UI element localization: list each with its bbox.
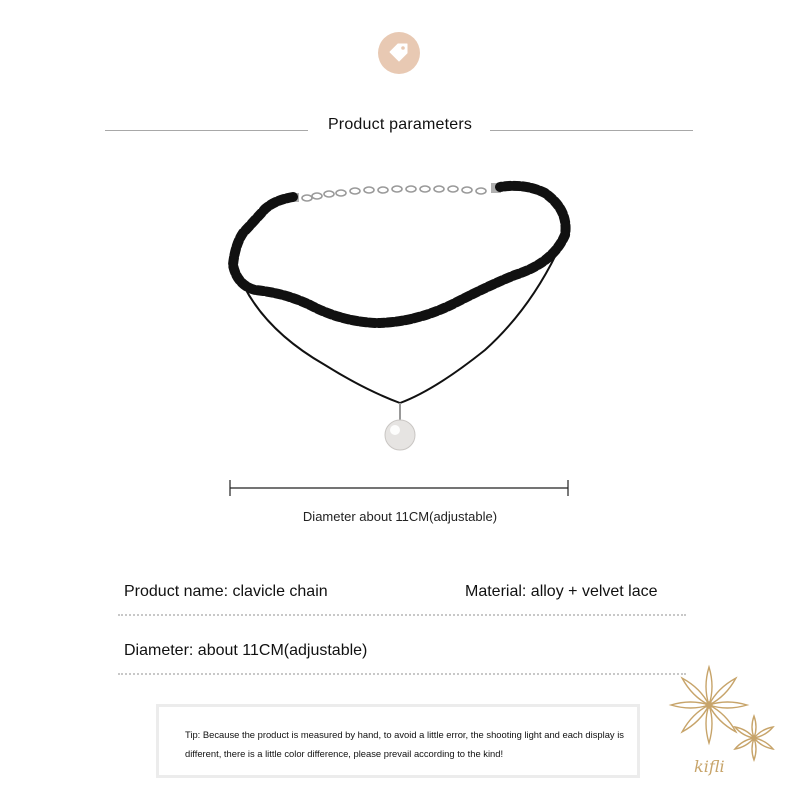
param-divider-2 [118,673,686,675]
header-divider-left [105,130,308,131]
header-divider-right [490,130,693,131]
logo-wordmark: kifli [694,757,725,776]
param-diameter: Diameter: about 11CM(adjustable) [124,642,368,659]
param-product-name: Product name: clavicle chain [124,583,328,600]
tip-box [156,704,640,778]
price-tag-badge [378,32,420,74]
tip-text: Tip: Because the product is measured by hand, to avoid a little error, the shooting light and each display is different, there is a little color difference, please prevail according to the kind! [185,729,624,759]
param-divider-1 [118,614,686,616]
price-tag-icon [387,41,411,65]
kifli-flower-logo [664,660,794,790]
product-photo-choker [215,165,585,470]
diameter-caption: Diameter about 11CM(adjustable) [302,509,498,524]
param-material: Material: alloy + velvet lace [465,583,658,600]
diameter-measure-line [228,480,570,496]
section-title: Product parameters [327,116,473,133]
